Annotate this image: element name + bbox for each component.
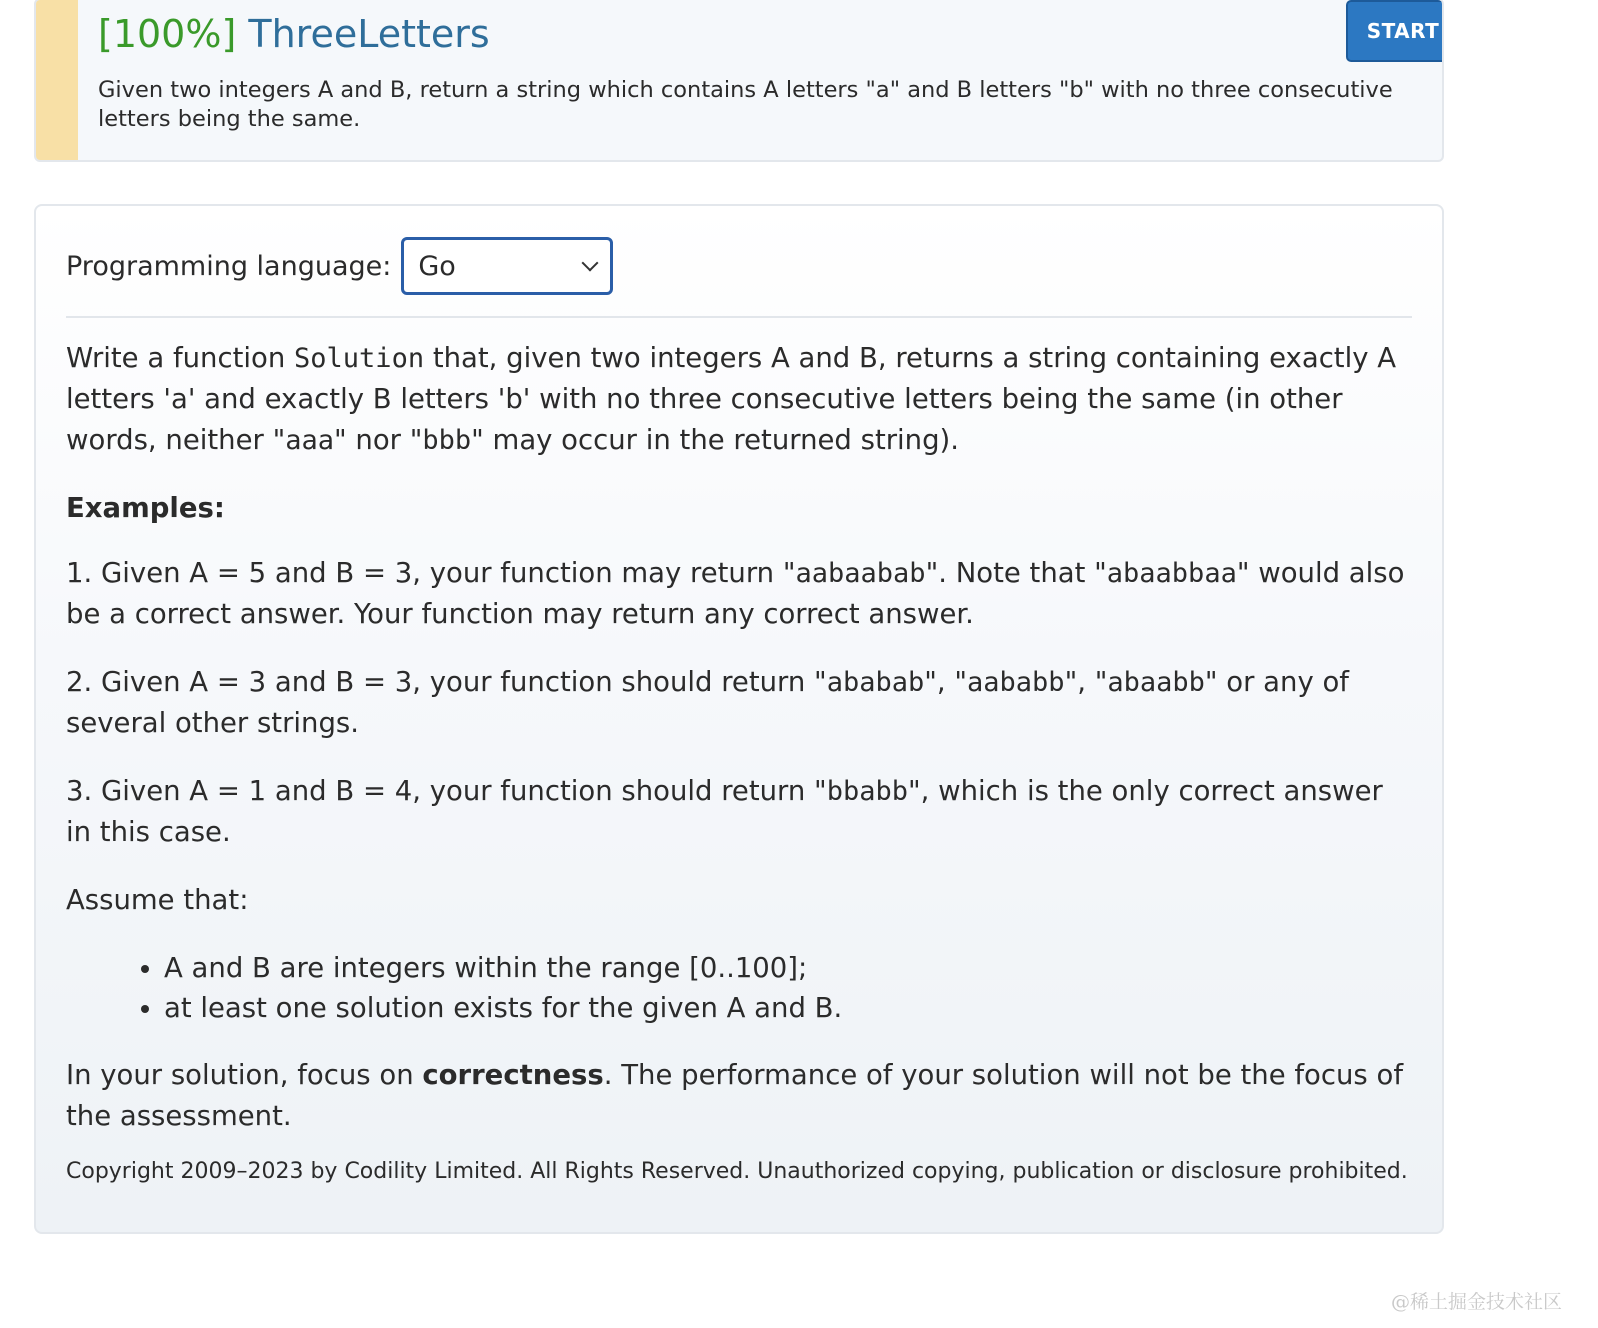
example-2 xyxy=(66,662,1412,744)
problem-card xyxy=(34,204,1444,1234)
task-description: Given two integers A and B, return a string which contains A letters "a" and B letters "b" with no three consecutive letters being the same. xyxy=(98,77,1393,132)
language-label: Programming language: xyxy=(66,250,392,282)
function-name-code: Solution xyxy=(294,343,425,374)
inline-code: aaa xyxy=(285,425,335,456)
focus-text: In your solution, focus on xyxy=(66,1059,423,1091)
task-status-stripe xyxy=(36,0,78,160)
inline-code: aabaabab xyxy=(795,558,926,589)
example-text: ". Note that " xyxy=(925,557,1107,589)
list-item: • at least one solution exists for the given A and B. xyxy=(164,988,1412,1028)
focus-text: . The performance of your solution will not be the focus of the assessment. xyxy=(66,1059,1403,1132)
example-text: " would also be a correct answer. Your function may return any correct answer. xyxy=(66,557,1405,630)
intro-paragraph xyxy=(66,338,1412,461)
intro-text: " may occur in the returned string). xyxy=(471,424,960,456)
problem-statement xyxy=(66,338,1412,1186)
example-text: " or any of several other strings. xyxy=(66,666,1349,739)
example-text: ", " xyxy=(924,666,968,698)
focus-emphasis: correctness xyxy=(422,1059,604,1091)
assumptions-list xyxy=(66,948,1412,1028)
intro-text: that, given two integers A and B, returns a string containing exactly A letters 'a' and exactly B letters 'b' with no three consecutive letters being the same (in other words, neither " xyxy=(66,342,1397,456)
example-text: 1. Given A = 5 and B = 3, your function may return " xyxy=(66,557,796,589)
intro-text: Write a function xyxy=(66,342,295,374)
list-item: • A and B are integers within the range [0..100]; xyxy=(164,948,1412,988)
inline-code: abaabbaa xyxy=(1106,558,1237,589)
example-text: ", " xyxy=(1064,666,1108,698)
language-selected-value: Go xyxy=(418,250,456,282)
inline-code: bbabb xyxy=(826,776,908,807)
divider xyxy=(66,316,1412,318)
start-button[interactable]: START xyxy=(1346,0,1444,62)
assume-heading: Assume that: xyxy=(66,884,249,916)
intro-text: " nor " xyxy=(334,424,423,456)
example-1 xyxy=(66,553,1412,635)
copyright-notice: Copyright 2009–2023 by Codility Limited. All Rights Reserved. Unauthorized copying, publication or disclosure prohibited. xyxy=(66,1159,1408,1184)
task-card xyxy=(34,0,1444,162)
task-score: [100%] xyxy=(98,12,237,56)
language-select[interactable] xyxy=(401,237,613,295)
task-name[interactable]: ThreeLetters xyxy=(248,12,490,56)
example-text: 3. Given A = 1 and B = 4, your function should return " xyxy=(66,775,827,807)
focus-paragraph xyxy=(66,1055,1412,1137)
example-text: ", which is the only correct answer in this case. xyxy=(66,775,1383,848)
examples-heading: Examples: xyxy=(66,492,225,524)
inline-code: aababb xyxy=(967,667,1065,698)
watermark: @稀土掘金技术社区 xyxy=(1390,1291,1562,1313)
task-title xyxy=(98,10,490,58)
inline-code: bbb xyxy=(422,425,472,456)
example-text: 2. Given A = 3 and B = 3, your function should return " xyxy=(66,666,827,698)
inline-code: ababab xyxy=(826,667,925,698)
chevron-down-icon xyxy=(582,255,599,272)
inline-code: abaabb xyxy=(1107,667,1205,698)
language-row xyxy=(66,236,613,296)
example-3 xyxy=(66,771,1412,853)
